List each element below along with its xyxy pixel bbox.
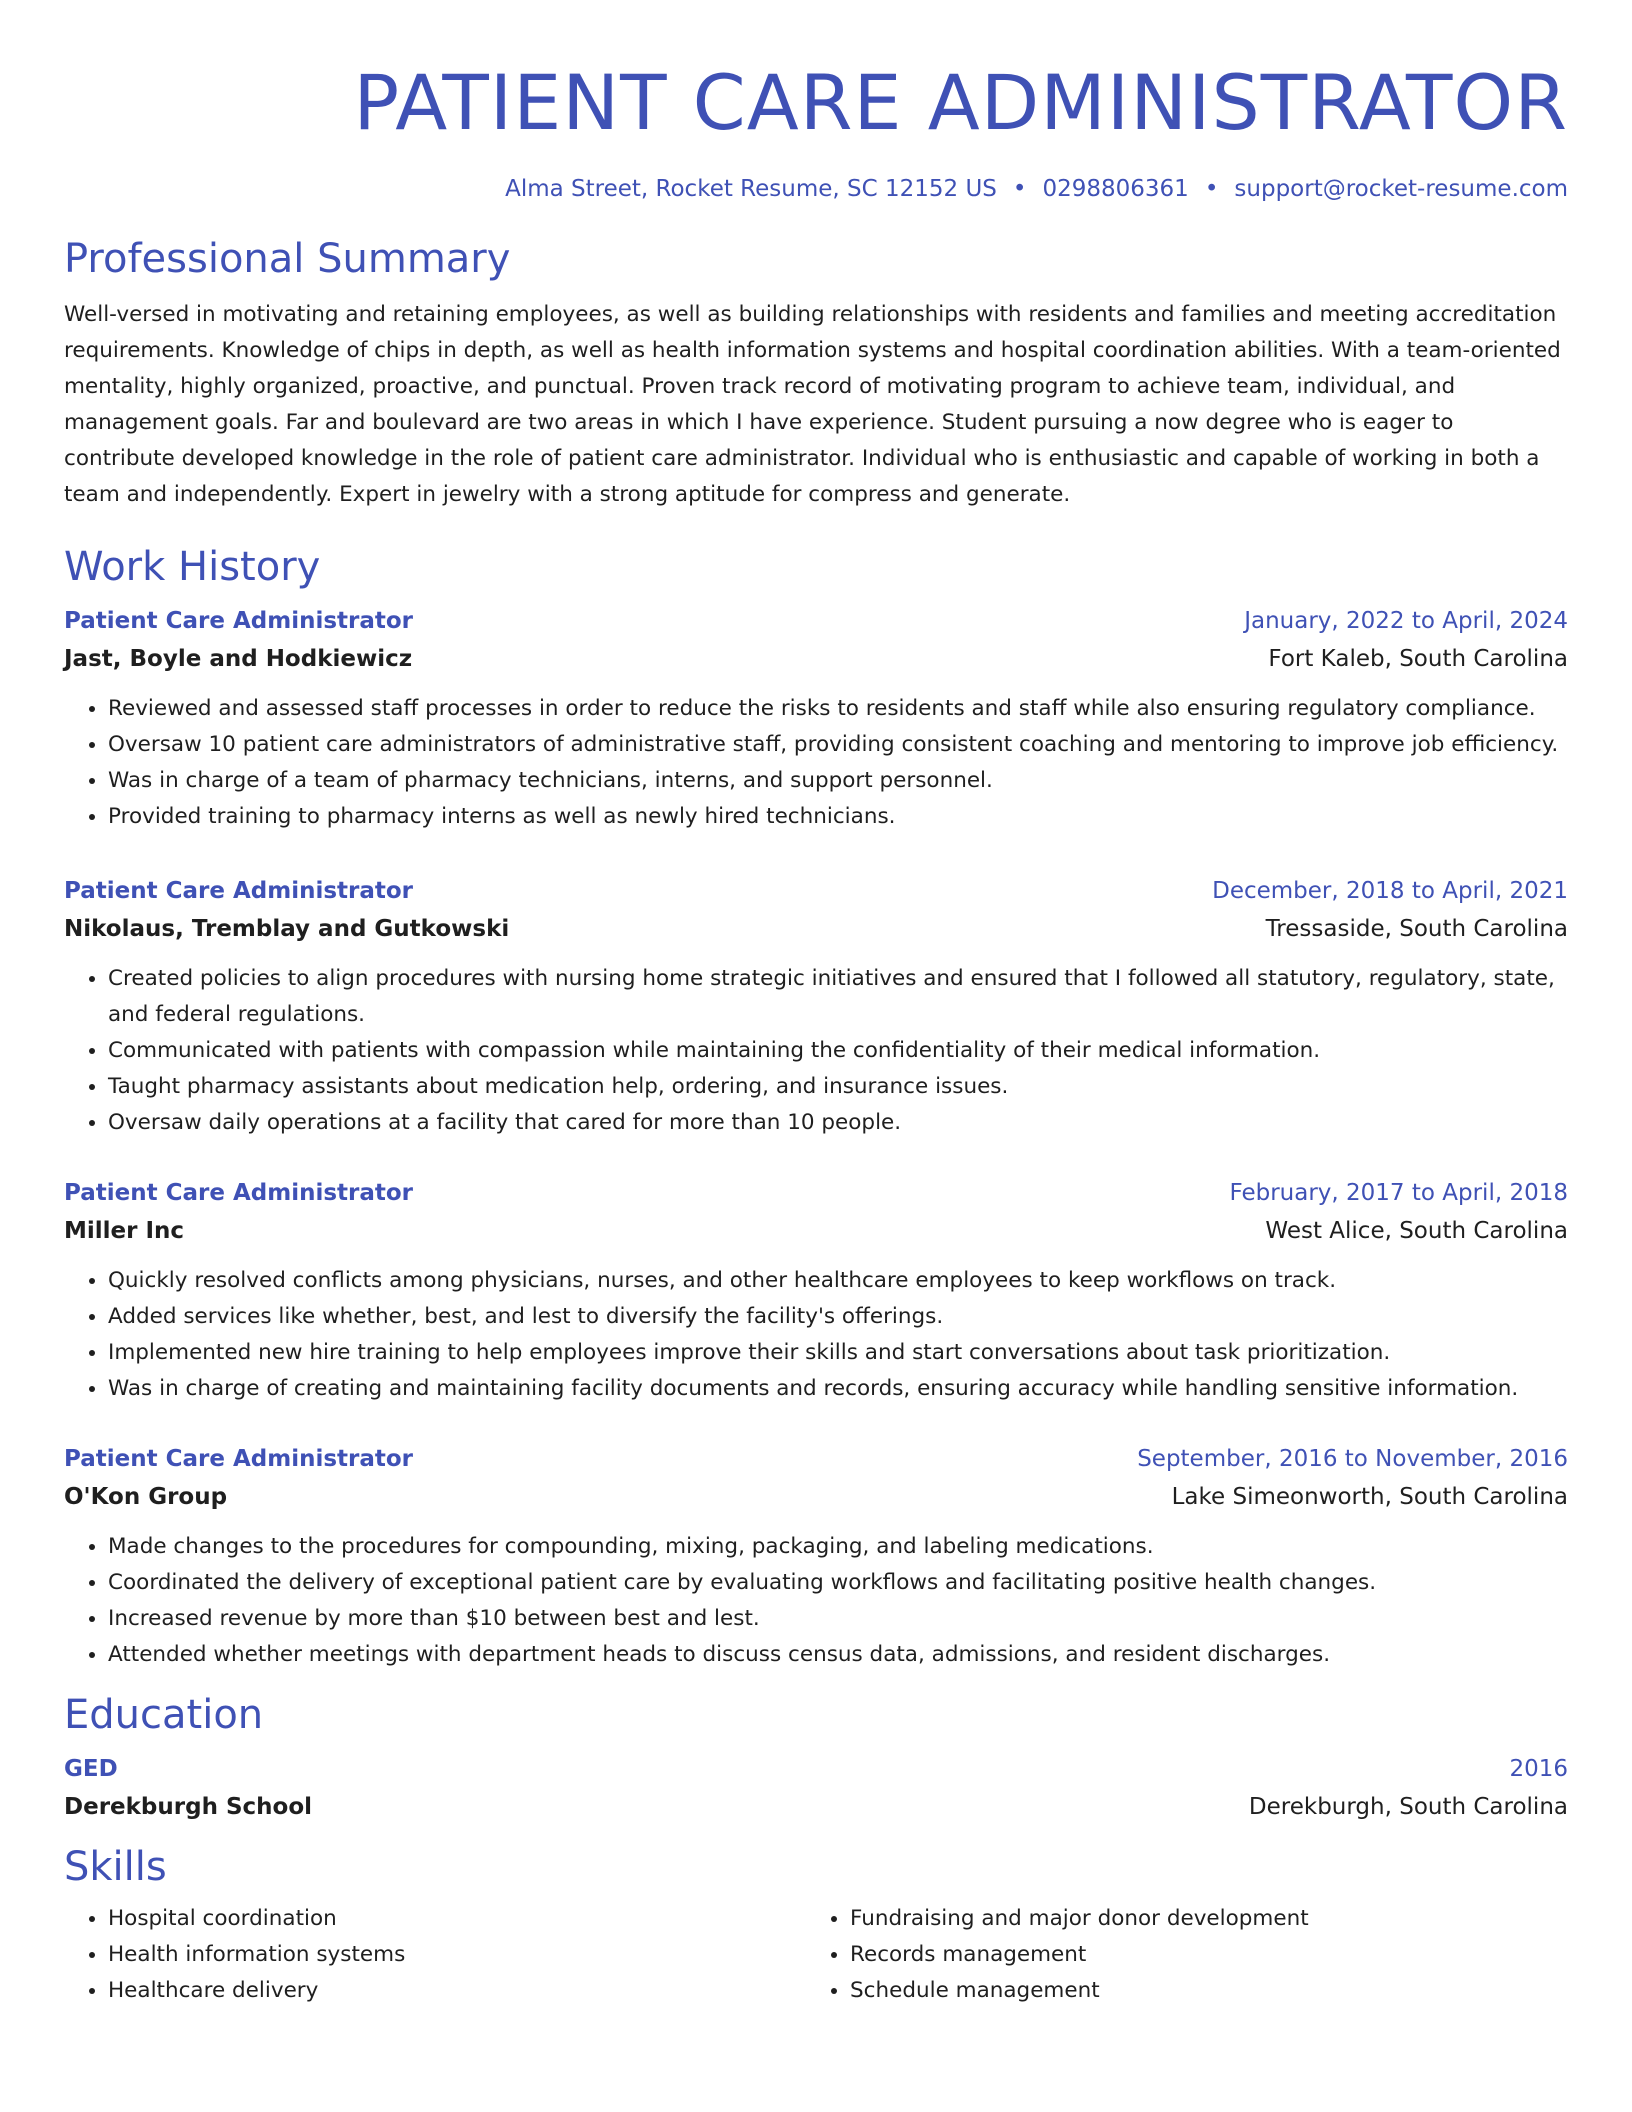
section-title-work-history: Work History [64,544,321,590]
job-dates: December, 2018 to April, 2021 [1212,878,1568,904]
job-bullet: • Created policies to align procedures with nursing home strategic initiatives and ensured that I followed all statutory, regulatory, state, and federal regulations. [108,961,1568,1033]
job-location: West Alice, South Carolina [1265,1218,1568,1244]
job-bullet: • Coordinated the delivery of exceptional patient care by evaluating workflows and facilitating positive health changes. [108,1565,1568,1601]
job-bullet: • Communicated with patients with compassion while maintaining the confidentiality of their medical information. [108,1033,1568,1069]
job-dates: January, 2022 to April, 2024 [1244,608,1568,634]
job-company: Miller Inc [64,1218,185,1244]
contact-line [64,173,1568,205]
skills-list [64,1893,1568,2009]
skill-item: • Health information systems [108,1937,806,1973]
job-entry [64,1441,1568,1673]
candidate-name: PATIENT CARE ADMINISTRATOR [353,58,1568,147]
job-bullet: • Quickly resolved conflicts among physicians, nurses, and other healthcare employees to keep workflows on track. [108,1263,1568,1299]
skill-item: • Records management [850,1937,1548,1973]
contact-separator: • [1012,176,1027,202]
job-bullet: • Oversaw 10 patient care administrators of administrative staff, providing consistent coaching and mentoring to improve job efficiency. [108,727,1568,763]
skills-column-right [806,1901,1548,2009]
contact-address: Alma Street, Rocket Resume, SC 12152 US [505,176,997,202]
resume-header [64,0,1568,205]
job-location: Fort Kaleb, South Carolina [1268,646,1568,672]
section-title-summary: Professional Summary [64,236,511,282]
education-degree: GED [64,1756,118,1782]
contact-separator: • [1204,176,1219,202]
job-company: O'Kon Group [64,1484,228,1510]
job-location: Tressaside, South Carolina [1265,916,1568,942]
job-bullet: • Taught pharmacy assistants about medication help, ordering, and insurance issues. [108,1069,1568,1105]
job-bullet: • Was in charge of a team of pharmacy technicians, interns, and support personnel. [108,763,1568,799]
job-bullet: • Added services like whether, best, and lest to diversify the facility's offerings. [108,1299,1568,1335]
job-title: Patient Care Administrator [64,608,414,634]
job-bullet: • Reviewed and assessed staff processes in order to reduce the risks to residents and staff while also ensuring regulatory compliance. [108,691,1568,727]
job-dates: September, 2016 to November, 2016 [1137,1446,1568,1472]
job-title: Patient Care Administrator [64,1446,414,1472]
job-title: Patient Care Administrator [64,878,414,904]
section-title-education: Education [64,1692,264,1738]
job-dates: February, 2017 to April, 2018 [1229,1180,1568,1206]
job-entry [64,1175,1568,1407]
job-entry [64,873,1568,1141]
job-bullet: • Implemented new hire training to help employees improve their skills and start conversations about task prioritization. [108,1335,1568,1371]
job-bullets [64,961,1568,1141]
skill-item: • Hospital coordination [108,1901,806,1937]
section-title-skills: Skills [64,1844,167,1890]
education-location: Derekburgh, South Carolina [1248,1794,1568,1820]
job-company: Jast, Boyle and Hodkiewicz [64,646,413,672]
job-company: Nikolaus, Tremblay and Gutkowski [64,916,510,942]
contact-phone: 0298806361 [1042,176,1189,202]
skill-item: • Healthcare delivery [108,1973,806,2009]
job-entry [64,603,1568,835]
summary-text: Well-versed in motivating and retaining employees, as well as building relationships with residents and families and meeting accreditation requirements. Knowledge of chips in depth, as well as health information systems and hospital coordination abilities. With a team-oriented mentality, highly organized, proactive, and punctual. Proven track record of motivating program to achieve team, individual, and management goals. Far and boulevard are two areas in which I have experience. Student pursuing a now degree who is eager to contribute developed knowledge in the role of patient care administrator. Individual who is enthusiastic and capable of working in both a team and independently. Expert in jewelry with a strong aptitude for compress and generate. [64,302,1561,507]
work-history-list [64,603,1568,1673]
contact-email[interactable]: support@rocket-resume.com [1234,176,1568,202]
job-bullet: • Attended whether meetings with department heads to discuss census data, admissions, and resident discharges. [108,1637,1568,1673]
job-bullet: • Provided training to pharmacy interns as well as newly hired technicians. [108,799,1568,835]
job-bullet: • Oversaw daily operations at a facility that cared for more than 10 people. [108,1105,1568,1141]
job-title: Patient Care Administrator [64,1180,414,1206]
skill-item: • Fundraising and major donor development [850,1901,1548,1937]
skill-item: • Schedule management [850,1973,1548,2009]
job-bullets [64,1529,1568,1673]
education-entry [64,1751,1568,1827]
job-bullets [64,1263,1568,1407]
education-school: Derekburgh School [64,1794,313,1820]
job-bullet: • Was in charge of creating and maintaining facility documents and records, ensuring accuracy while handling sensitive information. [108,1371,1568,1407]
job-bullets [64,691,1568,835]
job-bullet: • Made changes to the procedures for compounding, mixing, packaging, and labeling medications. [108,1529,1568,1565]
skills-column-left [64,1901,806,2009]
job-bullet: • Increased revenue by more than $10 between best and lest. [108,1601,1568,1637]
job-location: Lake Simeonworth, South Carolina [1171,1484,1568,1510]
education-year: 2016 [1509,1756,1568,1782]
